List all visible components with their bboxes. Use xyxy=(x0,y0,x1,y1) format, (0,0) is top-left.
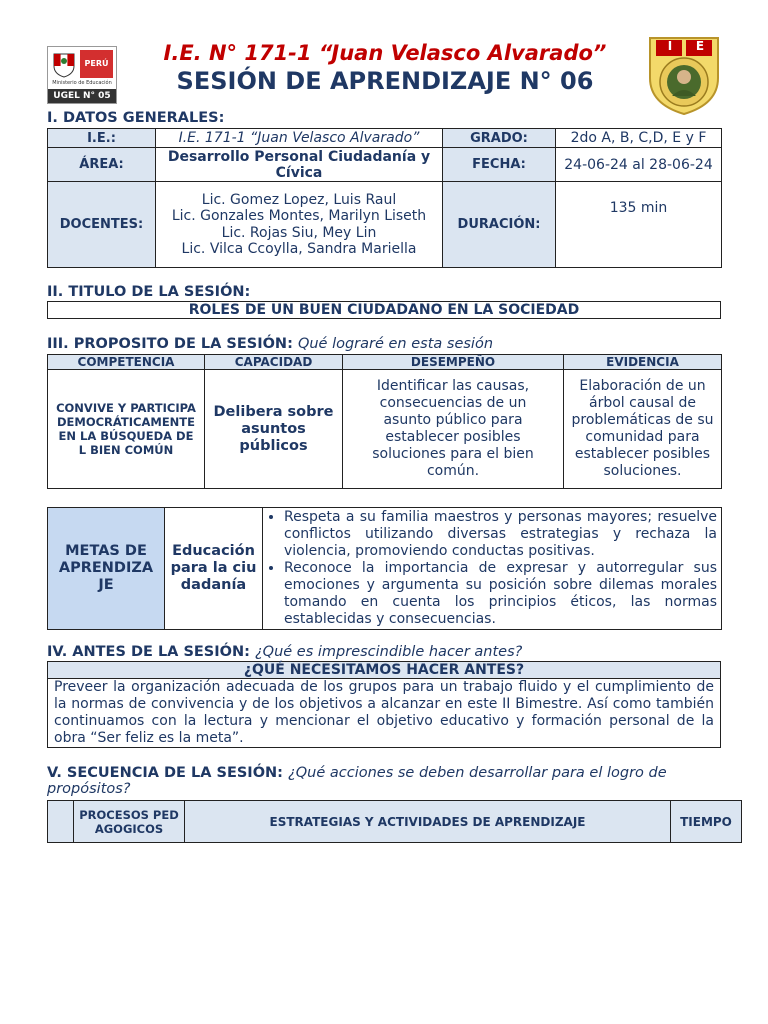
duracion-value: 135 min xyxy=(556,182,722,268)
metas-subject: Educación para la ciudadanía xyxy=(165,508,263,630)
section-1-title: I. DATOS GENERALES: xyxy=(47,110,225,126)
col-procesos: PROCESOS PEDAGOGICOS xyxy=(74,801,185,843)
peru-shield-icon xyxy=(52,52,76,78)
section-4-heading: IV. ANTES DE LA SESIÓN: xyxy=(47,644,250,660)
crest-letter-i: I xyxy=(667,39,673,53)
ministry-logo xyxy=(47,46,117,104)
desempeno-value: Identificar las causas, consecuencias de un asunto público para establecer posibles soluciones para el bien común. xyxy=(343,370,564,489)
area-value: Desarrollo Personal Ciudadanía y Cívica xyxy=(156,148,443,182)
capacidad-value: Delibera sobre asuntos públicos xyxy=(205,370,343,489)
col-desempeno: DESEMPEÑO xyxy=(343,355,564,370)
col-estrategias: ESTRATEGIAS Y ACTIVIDADES DE APRENDIZAJE xyxy=(185,801,671,843)
evidencia-value: Elaboración de un árbol causal de problemáticas de su comunidad para establecer posibles soluciones. xyxy=(564,370,722,489)
peru-label: PERÚ xyxy=(80,50,113,78)
meta-item-1: • Respeta a su familia maestros y personas mayores; resuelve conflictos utilizando diversas estrategias y rechaza la violencia, promoviendo conductas positivas. xyxy=(284,509,717,560)
metas-list-cell xyxy=(263,508,722,630)
col-tiempo: TIEMPO xyxy=(671,801,742,843)
docente-3: Lic. Rojas Siu, Mey Lin xyxy=(221,224,377,241)
duracion-label: DURACIÓN: xyxy=(443,182,556,268)
fecha-label: FECHA: xyxy=(443,148,556,182)
school-crest xyxy=(646,34,722,116)
col-capacidad: CAPACIDAD xyxy=(205,355,343,370)
section-3-subtitle: Qué lograré en esta sesión xyxy=(297,336,494,352)
antes-body: Preveer la organización adecuada de los grupos para un trabajo fluido y el cumplimiento de la normas de convivencia y de los objetivos a alcanzar en este II Bimestre. Así como también continuamos con la lectura y mencionar el objetivo educativo y formación personal de la obra “Ser feliz es la meta”. xyxy=(48,679,721,748)
datos-generales-table xyxy=(47,128,722,268)
col-competencia: COMPETENCIA xyxy=(48,355,205,370)
docente-4: Lic. Vilca Ccoylla, Sandra Mariella xyxy=(181,241,417,257)
secuencia-table xyxy=(47,800,742,843)
section-5-subtitle: ¿Qué acciones se deben desarrollar para el logro de propósitos? xyxy=(47,765,667,797)
docentes-label: DOCENTES: xyxy=(48,182,156,268)
grado-label: GRADO: xyxy=(443,129,556,148)
docente-1: Lic. Gomez Lopez, Luis Raul xyxy=(201,191,397,208)
ugel-label: UGEL N° 05 xyxy=(48,89,116,103)
crest-letter-e: E xyxy=(695,39,705,53)
metas-list xyxy=(267,509,717,628)
titulo-table xyxy=(47,301,721,319)
section-5-title xyxy=(47,765,727,797)
section-3-heading: III. PROPOSITO DE LA SESIÓN: xyxy=(47,336,293,352)
school-name: I.E. N° 171-1 “Juan Velasco Alvarado” xyxy=(163,41,607,65)
metas-table xyxy=(47,507,722,630)
ie-value: I.E. 171-1 “Juan Velasco Alvarado” xyxy=(156,129,443,148)
section-3-title xyxy=(47,336,493,352)
ministry-label: Ministerio de Educación xyxy=(52,80,112,86)
col-evidencia: EVIDENCIA xyxy=(564,355,722,370)
antes-table xyxy=(47,661,721,748)
session-topic: ROLES DE UN BUEN CIUDADANO EN LA SOCIEDAD xyxy=(48,302,721,319)
docente-2: Lic. Gonzales Montes, Marilyn Liseth xyxy=(171,208,427,224)
session-title: SESIÓN DE APRENDIZAJE N° 06 xyxy=(176,67,594,95)
section-2-title: II. TITULO DE LA SESIÓN: xyxy=(47,284,251,300)
section-4-subtitle: ¿Qué es imprescindible hacer antes? xyxy=(254,644,523,660)
section-4-title xyxy=(47,644,522,660)
area-label: ÁREA: xyxy=(48,148,156,182)
metas-label: METAS DE APRENDIZAJE xyxy=(48,508,165,630)
section-5-heading: V. SECUENCIA DE LA SESIÓN: xyxy=(47,765,283,781)
ie-label: I.E.: xyxy=(48,129,156,148)
antes-header: ¿QUÉ NECESITAMOS HACER ANTES? xyxy=(48,662,721,679)
meta-item-2: • Reconoce la importancia de expresar y autorregular sus emociones y argumenta su posición sobre dilemas morales tomando en cuenta los principios éticos, las normas establecidas y consecuencias. xyxy=(284,560,717,628)
secuencia-blank-col xyxy=(48,801,74,843)
grado-value: 2do A, B, C,D, E y F xyxy=(556,129,722,148)
fecha-value: 24-06-24 al 28-06-24 xyxy=(556,148,722,182)
competencia-value: CONVIVE Y PARTICIPA DEMOCRÁTICAMENTE EN LA BÚSQUEDA DEL BIEN COMÚN xyxy=(48,370,205,489)
proposito-table xyxy=(47,354,722,489)
docentes-list xyxy=(156,182,443,268)
